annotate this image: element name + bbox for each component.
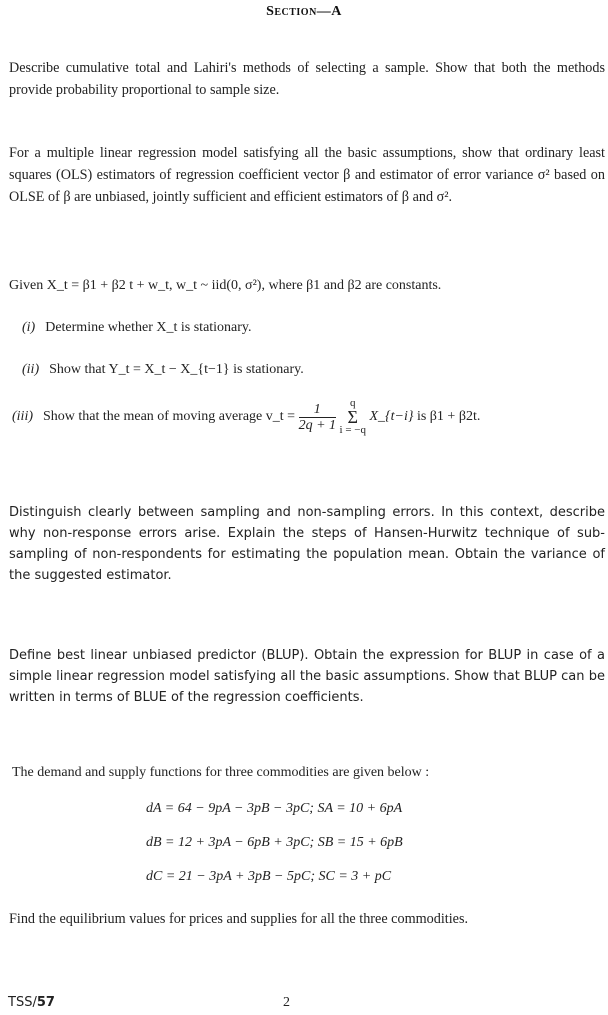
equation-commodity-c: dC = 21 − 3pA + 3pB − 5pC; SC = 3 + pC xyxy=(146,869,392,884)
question-3-part-iii xyxy=(12,398,480,436)
fraction-numerator: 1 xyxy=(299,402,336,418)
summation-sign xyxy=(340,398,366,436)
question-3-part-ii xyxy=(22,362,304,378)
paper-code xyxy=(8,995,55,1010)
question-2-text: For a multiple linear regression model satisfying all the basic assumptions, show that ordinary least squares (OLS) estimators of regression coefficient vector β and estimator of error variance σ² based on OLSE of β are unbiased, jointly sufficient and efficient estimators of β and σ². xyxy=(9,145,605,205)
question-3-part-i xyxy=(22,320,252,336)
part-iii-text-b: is β1 + β2t. xyxy=(416,409,481,425)
part-iii-number: (iii) xyxy=(12,409,33,425)
section-title: Section—A xyxy=(266,4,342,19)
question-6-end: Find the equilibrium values for prices and supplies for all the three commodities. xyxy=(9,911,469,927)
page-number: 2 xyxy=(283,995,290,1010)
summation-upper-limit: q xyxy=(350,397,356,409)
part-ii-number: (ii) xyxy=(22,362,40,377)
question-6-intro: The demand and supply functions for three commodities are given below : xyxy=(12,765,430,780)
equation-commodity-b: dB = 12 + 3pA − 6pB + 3pC; SB = 15 + 6pB xyxy=(146,835,403,850)
summation-lower-limit: i = −q xyxy=(339,424,366,436)
question-5-text: Define best linear unbiased predictor (BLUP). Obtain the expression for BLUP in case of a simple linear regression model satisfying all the basic assumptions. Show that BLUP can be written in terms of BLUE of the regression coefficients. xyxy=(9,648,605,705)
part-i-number: (i) xyxy=(22,320,36,335)
part-ii-text: Show that Y_t = X_t − X_{t−1} is stationary. xyxy=(49,362,304,377)
paper-code-number: 57 xyxy=(36,995,55,1010)
part-i-text: Determine whether X_t is stationary. xyxy=(45,320,252,335)
part-iii-text-a: Show that the mean of moving average v_t = xyxy=(43,409,296,425)
paper-code-prefix: TSS/ xyxy=(8,995,37,1010)
question-3-intro: Given X_t = β1 + β2 t + w_t, w_t ~ iid(0, σ²), where β1 and β2 are constants. xyxy=(9,278,442,293)
summation-term: X_{t−i} xyxy=(369,409,414,425)
sigma-icon: Σ xyxy=(347,407,358,427)
equation-commodity-a: dA = 64 − 9pA − 3pB − 3pC; SA = 10 + 6pA xyxy=(146,801,403,816)
question-1-text: Describe cumulative total and Lahiri's methods of selecting a sample. Show that both the methods provide probability proportional to sample size. xyxy=(9,60,605,98)
question-4-text: Distinguish clearly between sampling and non-sampling errors. In this context, describe why non-response errors arise. Explain the steps of Hansen-Hurwitz technique of sub-sampling of non-respondents for estimating the population mean. Obtain the variance of the suggested estimator. xyxy=(9,505,605,583)
moving-average-fraction xyxy=(299,402,336,433)
fraction-denominator: 2q + 1 xyxy=(298,417,337,433)
